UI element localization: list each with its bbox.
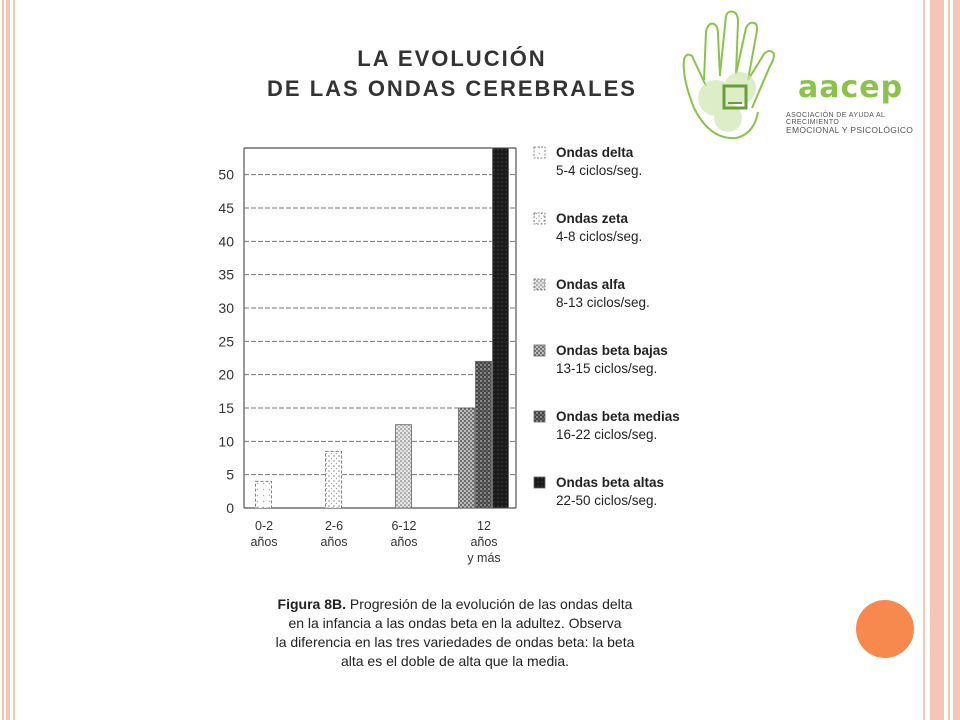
legend-swatch-alfa	[534, 279, 545, 290]
caption-line-2: en la infancia a las ondas beta en la adultez. Observa	[288, 615, 622, 631]
legend-swatch-delta	[534, 147, 545, 158]
aacep-logo	[654, 8, 916, 148]
caption-line-4: alta es el doble de alta que la media.	[340, 653, 570, 669]
y-tick-label: 5	[226, 466, 234, 483]
legend-detail-delta: 5-4 ciclos/seg.	[556, 163, 643, 178]
y-tick-label: 15	[218, 400, 234, 416]
y-tick-label: 30	[218, 300, 234, 316]
slide-frame-left	[0, 0, 20, 720]
decorative-orange-circle	[856, 600, 914, 658]
figure-caption	[240, 595, 670, 671]
x-tick-label: años	[390, 535, 418, 549]
logo-subtitle-2: EMOCIONAL Y PSICOLÓGICO	[786, 125, 914, 135]
title-line-2: DE LAS ONDAS CEREBRALES	[267, 76, 637, 101]
x-tick-label: años	[320, 535, 348, 549]
legend-swatch-beta-bajas	[534, 345, 545, 356]
logo-wordmark: aacep	[798, 70, 904, 105]
y-axis	[218, 167, 234, 516]
legend-detail-beta-altas: 22-50 ciclos/seg.	[556, 493, 658, 508]
legend-detail-zeta: 4-8 ciclos/seg.	[556, 229, 643, 244]
y-tick-label: 0	[226, 500, 234, 516]
y-tick-label: 45	[218, 200, 234, 216]
x-tick-label: y más	[467, 551, 501, 565]
x-tick-label: años	[250, 535, 278, 549]
chart-legend	[534, 145, 680, 508]
x-tick-label: 6-12	[391, 519, 417, 533]
legend-detail-beta-medias: 16-22 ciclos/seg.	[556, 427, 658, 442]
legend-detail-beta-bajas: 13-15 ciclos/seg.	[556, 361, 658, 376]
bar-alfa	[396, 425, 412, 508]
bar-beta-altas	[493, 148, 509, 508]
y-tick-label: 25	[218, 333, 234, 350]
caption-line-3: la diferencia en las tres variedades de ondas beta: la beta	[275, 634, 635, 650]
legend-label-zeta: Ondas zeta	[556, 211, 629, 226]
caption-text-1: Progresión de la evolución de las ondas delta	[346, 596, 633, 612]
x-tick-label: 2-6	[324, 519, 344, 533]
bar-beta-medias	[476, 361, 492, 508]
slide-frame-right	[922, 0, 960, 720]
y-tick-label: 40	[218, 233, 234, 250]
x-tick-label: 12	[477, 519, 491, 533]
x-tick-label: años	[470, 535, 498, 549]
chart-bars	[256, 148, 509, 508]
caption-label: Figura 8B.	[277, 596, 347, 612]
x-axis	[250, 519, 500, 565]
y-tick-label: 10	[218, 433, 234, 450]
logo-subtitle-1: ASOCIACIÓN DE AYUDA AL CRECIMIENTO	[786, 112, 886, 126]
legend-label-beta-altas: Ondas beta altas	[556, 475, 665, 490]
legend-label-beta-medias: Ondas beta medias	[556, 409, 680, 424]
x-tick-label: 0-2	[254, 519, 274, 533]
bar-beta-bajas	[459, 408, 475, 508]
y-tick-label: 35	[218, 266, 234, 283]
legend-swatch-beta-altas	[534, 477, 545, 488]
legend-swatch-beta-medias	[534, 411, 545, 422]
chart-title	[262, 44, 642, 104]
legend-label-beta-bajas: Ondas beta bajas	[556, 343, 668, 358]
bar-zeta	[326, 451, 342, 508]
legend-swatch-zeta	[534, 213, 545, 224]
y-tick-label: 50	[218, 166, 234, 183]
caption-line-1	[240, 595, 670, 614]
legend-detail-alfa: 8-13 ciclos/seg.	[556, 295, 650, 310]
title-line-1: LA EVOLUCIÓN	[357, 46, 547, 71]
y-tick-label: 20	[218, 366, 234, 383]
legend-label-alfa: Ondas alfa	[556, 277, 626, 292]
bar-delta	[256, 481, 272, 508]
brainwave-bar-chart	[208, 140, 728, 580]
legend-label-delta: Ondas delta	[556, 145, 634, 160]
